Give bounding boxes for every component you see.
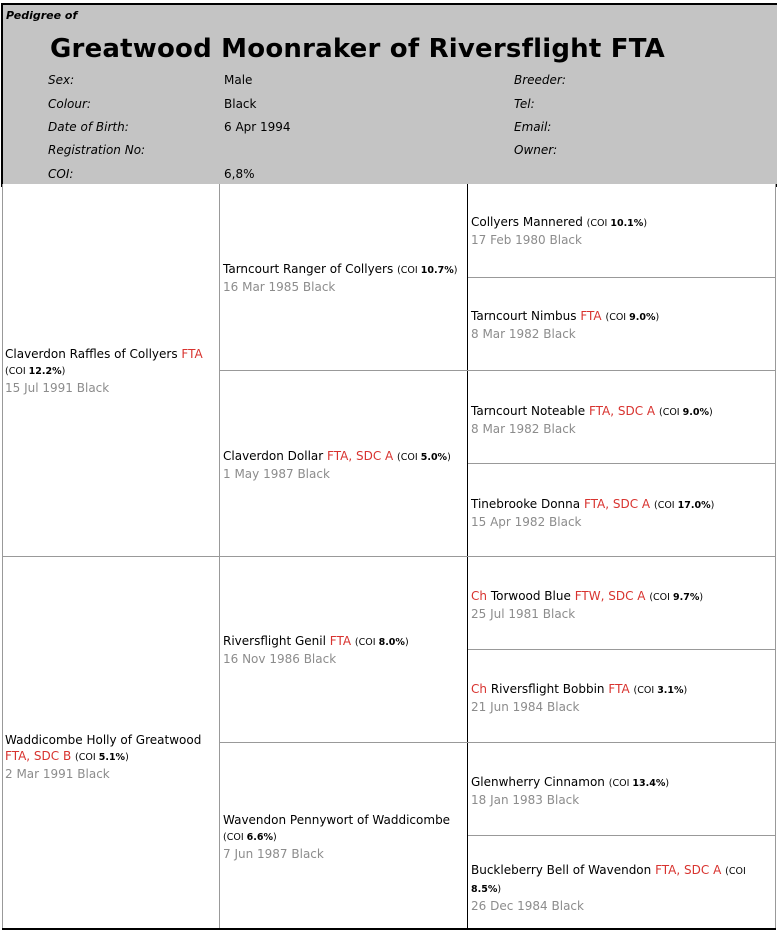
dog-entry[interactable] [471,308,772,342]
dog-entry[interactable] [223,633,464,667]
dog-titles: FTA [580,309,602,323]
pedigree-cell-gen3 [468,649,776,742]
pedigree-cell-gen2 [220,370,468,556]
coi-label: COI [400,452,418,463]
coi-value: (COI 10.1%) [586,218,648,229]
coi-label: COI [400,265,418,276]
grid-line [220,370,776,371]
dog-name: Riversflight Bobbin [490,682,605,696]
dog-entry[interactable] [471,214,772,248]
coi-value: (COI 17.0%) [653,500,715,511]
coi-percent: 3.1% [657,685,684,696]
dog-entry[interactable] [471,862,772,914]
sex-label: Sex: [48,73,75,87]
coat-colour: Black [549,515,582,529]
pedigree-cell-gen3 [468,370,776,463]
grid-line [468,463,776,464]
coat-colour: Black [546,793,580,807]
coi-label: COI [226,832,244,843]
dog-entry[interactable] [5,732,216,782]
birth-date: 26 Dec 1984 [471,899,548,913]
grid-line [468,277,776,278]
birth-date: 15 Jul 1991 [5,381,73,395]
dog-entry[interactable] [471,403,772,437]
dog-titles: FTA [608,682,630,696]
coi-label: COI [590,218,608,229]
breeder-label: Breeder: [514,73,566,87]
dog-birth-colour [223,466,464,482]
dog-birth-colour [471,699,772,715]
dog-titles: FTA, SDC A [588,404,656,418]
dog-birth-colour [471,421,772,437]
dog-birth-colour [223,846,464,862]
dog-name: Tarncourt Ranger of Collyers [223,262,394,276]
dog-name: Claverdon Raffles of Collyers [5,347,178,361]
coi-label: COI [8,366,26,377]
birth-date: 18 Jan 1983 [471,793,543,807]
email-label: Email: [514,120,552,134]
coat-colour: Black [77,767,110,781]
coi-label: COI [728,866,746,877]
dog-birth-colour [471,792,772,808]
birth-date: 1 May 1987 [223,467,294,481]
dog-name: Tarncourt Nimbus [471,309,577,323]
dog-birth-colour [471,898,772,914]
coi-value: (COI 3.1%) [633,685,688,696]
coi-value: (COI 12.2%) [5,366,66,377]
coi-percent: 10.7% [420,265,454,276]
coi-percent: 9.0% [629,312,656,323]
dog-name: Wavendon Pennywort of Waddicombe [223,813,451,827]
dog-entry[interactable] [223,261,464,295]
colour-label: Colour: [48,97,91,111]
coi-label: COI [653,592,670,603]
registration-label: Registration No: [48,143,146,157]
pedigree-cell-gen3 [468,742,776,835]
dog-titles: FTA, SDC A [583,497,651,511]
coat-colour: Black [303,652,337,666]
coi-label: COI [358,637,376,648]
dog-entry[interactable] [5,346,216,396]
dog-entry[interactable] [223,448,464,482]
dog-birth-colour [5,766,216,782]
coi-percent: 5.1% [98,752,126,763]
birth-date: 7 Jun 1987 [223,847,288,861]
pedigree-cell-gen3 [468,184,776,277]
coat-colour: Black [291,847,324,861]
birth-date: 15 Apr 1982 [471,515,546,529]
dog-titles: FTA, SDC B [5,749,72,763]
coi-value: (COI 10.7%) [397,265,458,276]
dog-birth-colour [223,279,464,295]
coi-value: (COI 13.4%) [608,778,670,789]
coat-colour: Black [543,422,576,436]
grid-line [220,742,776,743]
coi-value: (COI 8.0%) [354,637,409,648]
coi-percent: 9.7% [672,592,700,603]
pedigree-cell-gen2 [220,184,468,370]
pedigree-cell-gen3 [468,556,776,649]
coi-value: (COI 9.0%) [605,312,660,323]
pedigree-of-label: Pedigree of [6,9,78,22]
dob-value: 6 Apr 1994 [224,120,291,134]
coat-colour: Black [302,280,336,294]
coi-percent: 8.0% [378,637,405,648]
dog-entry[interactable] [223,812,464,862]
champion-prefix: Ch [471,682,487,696]
coi-label: COI [637,685,655,696]
pedigree-cell-gen2 [220,556,468,742]
pedigree-cell-gen3 [468,835,776,928]
coi-percent: 5.0% [420,452,448,463]
coi-percent: 10.1% [610,218,644,229]
coat-colour: Black [76,381,110,395]
coat-colour: Black [547,700,580,714]
dog-name: Torwood Blue [490,589,571,603]
dog-birth-colour [471,232,772,248]
tel-label: Tel: [514,97,535,111]
coi-label: COI [78,752,96,763]
dog-titles: FTA, SDC A [327,449,394,463]
coi-percent: 8.5% [471,884,498,895]
coi-label: COI [662,407,680,418]
birth-date: 25 Jul 1981 [471,607,539,621]
dog-birth-colour [471,606,772,622]
dog-entry[interactable] [471,681,772,715]
coi-value: (COI 9.7%) [649,592,704,603]
dog-birth-colour [223,651,464,667]
coat-colour: Black [297,467,330,481]
dog-birth-colour [471,514,772,530]
coi-label: COI [612,778,630,789]
coi-value: (COI 6.6%) [223,832,277,843]
coi-label: COI: [48,167,74,181]
pedigree-cell-gen1 [2,556,220,928]
dog-entry[interactable] [471,496,772,530]
coi-value: (COI 8.5%) [471,866,746,895]
dog-name: Buckleberry Bell of Wavendon [471,863,652,877]
dog-name: Tinebrooke Donna [471,497,581,511]
dog-name: Claverdon Dollar [223,449,324,463]
coi-value: 6,8% [224,167,255,181]
dog-titles: FTA [181,347,203,361]
dog-name: Collyers Mannered [471,215,583,229]
coat-colour: Black [551,899,584,913]
dog-name: Tarncourt Noteable [471,404,586,418]
coi-percent: 13.4% [632,778,666,789]
dog-name: Waddicombe Holly of Greatwood [5,733,202,747]
grid-line [468,649,776,650]
sex-value: Male [224,73,253,87]
pedigree-cell-gen2 [220,742,468,928]
coi-value: (COI 5.0%) [397,452,451,463]
dog-entry[interactable] [471,588,772,622]
coat-colour: Black [542,607,576,621]
coi-percent: 6.6% [246,832,274,843]
coi-percent: 12.2% [28,366,62,377]
grid-line [2,928,776,930]
coi-percent: 17.0% [677,500,711,511]
coi-label: COI [609,312,627,323]
dog-name-title: Greatwood Moonraker of Riversflight FTA [50,34,665,64]
birth-date: 17 Feb 1980 [471,233,546,247]
dog-titles: FTW, SDC A [574,589,646,603]
colour-value: Black [224,97,257,111]
dog-entry[interactable] [471,774,772,808]
dob-label: Date of Birth: [48,120,129,134]
coat-colour: Black [549,233,582,247]
champion-prefix: Ch [471,589,487,603]
birth-date: 2 Mar 1991 [5,767,74,781]
owner-label: Owner: [514,143,558,157]
dog-name: Glenwherry Cinnamon [471,775,605,789]
pedigree-cell-gen3 [468,463,776,556]
coi-value: (COI 5.1%) [75,752,129,763]
coi-percent: 9.0% [682,407,709,418]
birth-date: 8 Mar 1982 [471,327,540,341]
dog-birth-colour [471,326,772,342]
grid-line [468,835,776,836]
coi-label: COI [657,500,675,511]
coi-value: (COI 9.0%) [658,407,713,418]
grid-line [2,556,776,557]
birth-date: 16 Mar 1985 [223,280,300,294]
pedigree-cell-gen3 [468,277,776,370]
birth-date: 8 Mar 1982 [471,422,540,436]
birth-date: 21 Jun 1984 [471,700,544,714]
birth-date: 16 Nov 1986 [223,652,300,666]
dog-name: Riversflight Genil [223,634,326,648]
dog-titles: FTA, SDC A [655,863,722,877]
pedigree-cell-gen1 [2,184,220,556]
pedigree-header [1,3,777,187]
dog-birth-colour [5,380,216,396]
dog-titles: FTA [329,634,352,648]
coat-colour: Black [543,327,576,341]
